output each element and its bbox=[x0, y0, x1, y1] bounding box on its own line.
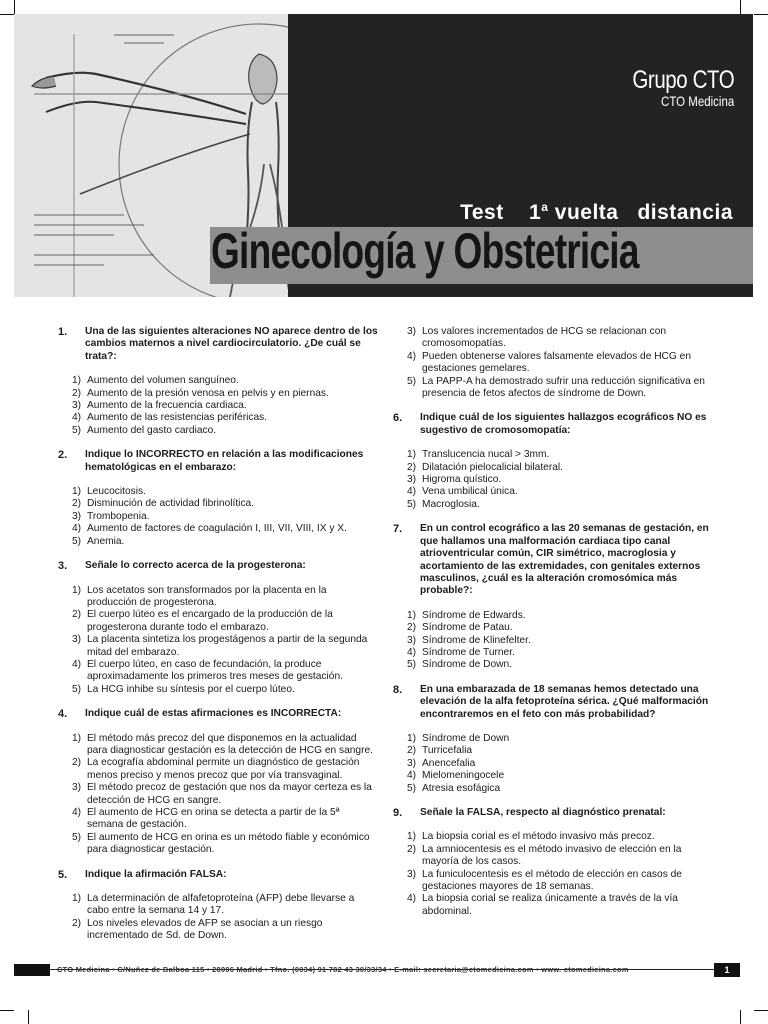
question bbox=[58, 869, 378, 943]
answer-option bbox=[58, 523, 378, 535]
option-number: 4) bbox=[407, 350, 417, 362]
answer-option bbox=[393, 647, 715, 659]
option-number: 5) bbox=[407, 782, 417, 794]
question bbox=[58, 326, 378, 437]
question bbox=[393, 807, 715, 918]
option-number: 2) bbox=[407, 745, 417, 757]
answer-option bbox=[393, 326, 715, 351]
option-number: 5) bbox=[407, 498, 417, 510]
crop-mark bbox=[754, 14, 768, 15]
footer-text: CTO Medicina • C/Nuñez de Balboa 115 • 28006 Madrid • Tfno. (0034) 91 782 43 30/33/34 • E-mail: secretaria@ctomedicina.com • www. ctomedicina.com bbox=[57, 965, 629, 974]
option-text: Leucocitosis. bbox=[87, 486, 146, 498]
answer-option bbox=[393, 499, 715, 511]
question-text: Indique cuál de los siguientes hallazgos ecográficos NO es sugestivo de cromosomopatía: bbox=[420, 412, 707, 436]
answer-option bbox=[393, 770, 715, 782]
question-stem bbox=[393, 684, 715, 721]
question-text: Indique lo INCORRECTO en relación a las modificaciones hematológicas en el embarazo: bbox=[85, 449, 364, 473]
option-text: Aumento de las resistencias periféricas. bbox=[87, 412, 268, 424]
option-number: 4) bbox=[72, 658, 82, 670]
question bbox=[58, 449, 378, 548]
option-number: 1) bbox=[72, 893, 82, 905]
option-number: 3) bbox=[72, 510, 82, 522]
option-text: Aumento del gasto cardiaco. bbox=[87, 424, 217, 436]
question bbox=[393, 412, 715, 511]
crop-mark bbox=[28, 1010, 29, 1024]
crop-mark bbox=[0, 1010, 14, 1011]
option-number: 3) bbox=[407, 634, 417, 646]
answer-option bbox=[393, 351, 715, 376]
option-number: 2) bbox=[407, 461, 417, 473]
option-number: 4) bbox=[407, 770, 417, 782]
answer-option bbox=[393, 462, 715, 474]
option-text: Síndrome de Patau. bbox=[422, 622, 513, 634]
questions-right-column bbox=[393, 326, 715, 930]
question-stem bbox=[393, 412, 715, 437]
option-text: Aumento de factores de coagulación I, III, VII, VIII, IX y X. bbox=[87, 523, 347, 535]
question-number: 6. bbox=[393, 412, 403, 425]
question-text: En una embarazada de 18 semanas hemos detectado una elevación de la alfa fetoproteína sérica. ¿Qué malformación encontraremos en el feto con más probabilidad? bbox=[420, 683, 709, 720]
option-number: 5) bbox=[72, 424, 82, 436]
answer-option bbox=[58, 400, 378, 412]
answer-option bbox=[393, 869, 715, 894]
answer-option bbox=[58, 634, 378, 659]
option-text: Turricefalia bbox=[422, 745, 473, 757]
question-text: Indique la afirmación FALSA: bbox=[85, 868, 227, 880]
test-ordinal: 1 bbox=[529, 201, 542, 224]
crop-mark bbox=[740, 1010, 741, 1024]
questions-left-column bbox=[58, 326, 378, 955]
question-text: Señale lo correcto acerca de la progesterona: bbox=[85, 560, 306, 572]
option-number: 3) bbox=[407, 474, 417, 486]
option-text: Síndrome de Edwards. bbox=[422, 609, 526, 621]
test-ordinal-sup: a bbox=[541, 200, 549, 214]
option-number: 2) bbox=[72, 917, 82, 929]
answer-option bbox=[58, 684, 378, 696]
answer-option bbox=[58, 832, 378, 857]
option-text: La PAPP-A ha demostrado sufrir una reducción significativa en presencia de fetos afectos de síndrome de Down. bbox=[422, 375, 705, 400]
option-number: 3) bbox=[72, 400, 82, 412]
answer-option bbox=[393, 844, 715, 869]
answer-option bbox=[58, 536, 378, 548]
option-text: Aumento del volumen sanguíneo. bbox=[87, 375, 239, 387]
question-stem bbox=[58, 326, 378, 363]
option-text: Anemia. bbox=[87, 535, 125, 547]
answer-option bbox=[58, 893, 378, 918]
test-suffix: vuelta distancia bbox=[554, 201, 733, 224]
option-number: 5) bbox=[72, 535, 82, 547]
question-number: 8. bbox=[393, 683, 403, 696]
crop-mark bbox=[14, 0, 15, 14]
option-text: Síndrome de Down. bbox=[422, 659, 513, 671]
question-stem bbox=[58, 560, 378, 572]
page-number: 1 bbox=[714, 963, 740, 977]
option-number: 2) bbox=[72, 498, 82, 510]
option-text: Anencefalia bbox=[422, 757, 476, 769]
option-text: El cuerpo lúteo es el encargado de la producción de la progesterona durante todo el embarazo. bbox=[87, 609, 333, 633]
option-text: La HCG inhibe su síntesis por el cuerpo lúteo. bbox=[87, 683, 295, 695]
answer-option bbox=[393, 758, 715, 770]
option-number: 5) bbox=[72, 683, 82, 695]
option-text: Higroma quístico. bbox=[422, 474, 502, 486]
option-text: La ecografía abdominal permite un diagnóstico de gestación menos preciso y menos precoz que por vía transvaginal. bbox=[87, 757, 360, 781]
option-number: 1) bbox=[72, 584, 82, 596]
option-number: 2) bbox=[72, 387, 82, 399]
question-text: En un control ecográfico a las 20 semanas de gestación, en que hallamos una malformación cardiaca tipo canal atrioventricular común, CIR simétrico, macroglosia y acortamiento de las extremidades, con genitales externos masculinos, ¿cuál es la alteración cromosómica más probable?: bbox=[420, 523, 709, 597]
option-number: 1) bbox=[72, 375, 82, 387]
option-text: Aumento de la frecuencia cardiaca. bbox=[87, 400, 247, 412]
option-text: La placenta sintetiza los progestágenos a partir de la segunda mitad del embarazo. bbox=[87, 634, 368, 658]
option-number: 2) bbox=[407, 843, 417, 855]
question bbox=[58, 560, 378, 696]
answer-option bbox=[393, 486, 715, 498]
answer-option bbox=[58, 807, 378, 832]
option-number: 5) bbox=[72, 831, 82, 843]
option-text: El cuerpo lúteo, en caso de fecundación, la produce aproximadamente los primeros tres meses de gestación. bbox=[87, 658, 343, 683]
answer-option bbox=[393, 659, 715, 671]
answer-option bbox=[393, 893, 715, 918]
option-number: 4) bbox=[407, 486, 417, 498]
option-number: 3) bbox=[407, 326, 417, 337]
question bbox=[58, 708, 378, 856]
option-number: 5) bbox=[407, 375, 417, 387]
option-text: El aumento de HCG en orina es un método fiable y económico para diagnosticar gestación. bbox=[87, 831, 370, 856]
answer-option bbox=[58, 585, 378, 610]
option-text: El método más precoz del que disponemos en la actualidad para diagnosticar gestación es la detección de HCG en sangre. bbox=[87, 732, 373, 756]
crop-mark bbox=[740, 0, 741, 14]
brand-title: Grupo CTO bbox=[632, 66, 734, 94]
answer-option bbox=[58, 498, 378, 510]
answer-option bbox=[393, 783, 715, 795]
option-number: 3) bbox=[407, 757, 417, 769]
option-number: 4) bbox=[407, 893, 417, 905]
option-number: 1) bbox=[407, 732, 417, 744]
answer-option bbox=[58, 757, 378, 782]
option-number: 4) bbox=[72, 523, 82, 535]
test-prefix: Test bbox=[460, 201, 504, 224]
option-text: La funiculocentesis es el método de elección en casos de gestaciones mayores de 18 semanas. bbox=[422, 868, 682, 893]
option-text: El método precoz de gestación que nos da mayor certeza es la detección de HCG en sangre. bbox=[87, 782, 372, 806]
answer-option bbox=[393, 745, 715, 757]
option-text: Trombopenia. bbox=[87, 510, 150, 522]
option-text: La determinación de alfafetoproteína (AFP) debe llevarse a cabo entre la semana 14 y 17. bbox=[87, 893, 355, 917]
option-text: Macroglosia. bbox=[422, 498, 480, 510]
question-continuation bbox=[393, 326, 715, 400]
option-number: 5) bbox=[407, 659, 417, 671]
question-number: 1. bbox=[58, 326, 68, 338]
question-stem bbox=[58, 449, 378, 474]
answer-option bbox=[393, 622, 715, 634]
question-number: 7. bbox=[393, 523, 403, 536]
answer-option bbox=[393, 733, 715, 745]
question-number: 3. bbox=[58, 560, 68, 573]
question-number: 5. bbox=[58, 868, 68, 881]
option-text: Los valores incrementados de HCG se relacionan con cromosomopatías. bbox=[422, 326, 667, 350]
option-number: 3) bbox=[72, 634, 82, 646]
option-text: Síndrome de Turner. bbox=[422, 646, 515, 658]
question-number: 4. bbox=[58, 708, 68, 721]
answer-option bbox=[393, 474, 715, 486]
answer-option bbox=[58, 918, 378, 943]
option-number: 4) bbox=[72, 412, 82, 424]
answer-option bbox=[58, 609, 378, 634]
question-stem bbox=[58, 708, 378, 720]
option-number: 4) bbox=[407, 646, 417, 658]
question-number: 9. bbox=[393, 807, 403, 819]
option-number: 4) bbox=[72, 807, 82, 818]
option-text: Atresia esofágica bbox=[422, 782, 501, 794]
answer-option bbox=[58, 659, 378, 684]
option-text: Mielomeningocele bbox=[422, 770, 505, 782]
question-stem bbox=[58, 869, 378, 881]
answer-option bbox=[393, 610, 715, 622]
crop-mark bbox=[0, 14, 14, 15]
option-text: Disminución de actividad fibrinolítica. bbox=[87, 498, 255, 510]
option-text: La biopsia corial es el método invasivo más precoz. bbox=[422, 831, 655, 843]
answer-option bbox=[58, 733, 378, 758]
question-text: Señale la FALSA, respecto al diagnóstico prenatal: bbox=[420, 807, 666, 818]
question bbox=[393, 684, 715, 795]
option-text: Dilatación pielocalicial bilateral. bbox=[422, 461, 563, 473]
answer-option bbox=[58, 388, 378, 400]
brand-subtitle: CTO Medicina bbox=[660, 93, 734, 109]
crop-mark bbox=[754, 1010, 768, 1011]
option-number: 2) bbox=[72, 609, 82, 621]
answer-option bbox=[58, 782, 378, 807]
option-text: Vena umbilical única. bbox=[422, 486, 518, 498]
answer-option bbox=[58, 412, 378, 424]
question-text: Indique cuál de estas afirmaciones es INCORRECTA: bbox=[85, 708, 342, 720]
question-number: 2. bbox=[58, 449, 68, 462]
option-text: Los acetatos son transformados por la placenta en la producción de progesterona. bbox=[87, 584, 327, 608]
option-text: Translucencia nucal > 3mm. bbox=[422, 449, 550, 461]
option-number: 1) bbox=[407, 609, 417, 621]
option-number: 1) bbox=[72, 486, 82, 498]
answer-option bbox=[58, 511, 378, 523]
question-text: Una de las siguientes alteraciones NO aparece dentro de los cambios maternos a nivel cardiocirculatorio. ¿De cuál se trata?: bbox=[85, 326, 378, 362]
option-text: Los niveles elevados de AFP se asocian a un riesgo incrementado de Sd. de Down. bbox=[87, 917, 323, 942]
option-text: Aumento de la presión venosa en pelvis y en piernas. bbox=[87, 387, 329, 399]
page-title: Ginecología y Obstetricia bbox=[211, 223, 639, 279]
option-number: 3) bbox=[72, 782, 82, 794]
answer-option bbox=[58, 375, 378, 387]
option-text: El aumento de HCG en orina se detecta a partir de la 5ª semana de gestación. bbox=[87, 807, 340, 831]
option-number: 2) bbox=[72, 757, 82, 769]
option-text: La amniocentesis es el método invasivo de elección en la mayoría de los casos. bbox=[422, 843, 682, 868]
option-number: 1) bbox=[407, 831, 417, 843]
option-text: Pueden obtenerse valores falsamente elevados de HCG en gestaciones gemelares. bbox=[422, 350, 692, 375]
option-text: Síndrome de Klinefelter. bbox=[422, 634, 531, 646]
question bbox=[393, 523, 715, 671]
option-text: La biopsia corial se realiza únicamente a través de la vía abdominal. bbox=[422, 893, 678, 917]
answer-option bbox=[58, 486, 378, 498]
question-stem bbox=[393, 523, 715, 597]
option-number: 1) bbox=[72, 732, 82, 744]
answer-option bbox=[393, 376, 715, 401]
option-number: 2) bbox=[407, 622, 417, 634]
answer-option bbox=[393, 449, 715, 461]
option-number: 1) bbox=[407, 449, 417, 461]
answer-option bbox=[58, 425, 378, 437]
option-number: 3) bbox=[407, 868, 417, 880]
answer-option bbox=[393, 635, 715, 647]
footer-block bbox=[14, 964, 50, 976]
answer-option bbox=[393, 831, 715, 843]
option-text: Síndrome de Down bbox=[422, 732, 510, 744]
question-stem bbox=[393, 807, 715, 819]
